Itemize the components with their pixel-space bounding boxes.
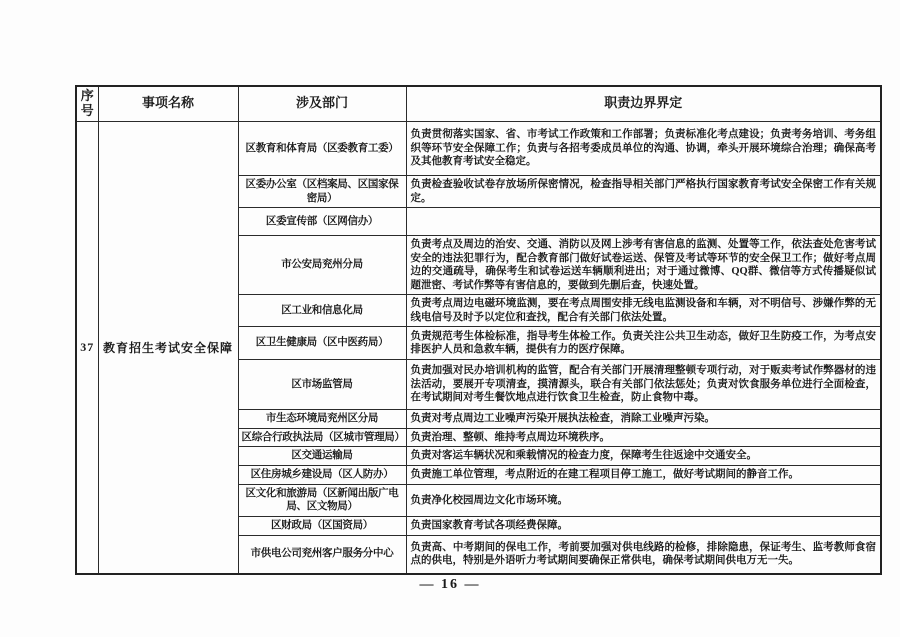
responsibility-cell: 负责考点周边电磁环境监测，要在考点周围安排无线电监测设备和车辆，对不明信号、涉嫌作弊的无线电信号及时予以定位和查找，配合有关部门依法处置。 <box>406 295 881 327</box>
responsibility-cell: 负责对客运车辆状况和乘载情况的检查力度，保障考生往返途中交通安全。 <box>406 447 881 466</box>
department-cell: 区交通运输局 <box>238 447 406 466</box>
responsibility-cell: 负责治理、整顿、维持考点周边环境秩序。 <box>406 428 881 447</box>
department-cell: 市公安局兖州分局 <box>238 236 406 295</box>
responsibility-cell: 负责考点及周边的治安、交通、消防以及网上涉考有害信息的监测、处置等工作，依法查处危害考试安全的违法犯罪行为，配合教育部门做好试卷运送、保管及考试等环节的安全保卫工作；做好考点周边的交通疏导，确保考生和试卷运送车辆顺利进出；对于通过微博、QQ群、微信等方式传播疑似试题泄密、考试作弊等有害信息的，要做到先删后查，快速处置。 <box>406 236 881 295</box>
responsibility-cell <box>406 208 881 236</box>
column-header-serial: 序号 <box>76 86 98 121</box>
department-cell: 区教育和体育局（区委教育工委） <box>238 121 406 175</box>
responsibility-cell: 负责检查验收试卷存放场所保密情况，检查指导相关部门严格执行国家教育考试安全保密工作有关规定。 <box>406 175 881 207</box>
item-name: 教育招生考试安全保障 <box>98 121 238 574</box>
department-cell: 区住房城乡建设局（区人防办） <box>238 465 406 484</box>
responsibility-boundary-table <box>75 85 882 575</box>
responsibility-cell: 负责净化校园周边文化市场环境。 <box>406 484 881 516</box>
department-cell: 区文化和旅游局（区新闻出版广电局、区文物局） <box>238 484 406 516</box>
table-row <box>76 121 881 175</box>
serial-number: 37 <box>76 121 98 574</box>
column-header-departments: 涉及部门 <box>238 86 406 121</box>
department-cell: 区综合行政执法局（区城市管理局） <box>238 428 406 447</box>
department-cell: 区工业和信息化局 <box>238 295 406 327</box>
column-header-item-name: 事项名称 <box>98 86 238 121</box>
page-number: — 16 — <box>419 577 481 592</box>
responsibility-cell: 负责高、中考期间的保电工作，考前要加强对供电线路的检修，排除隐患，保证考生、监考教师食宿点的供电，特别是外语听力考试期间要确保正常供电，确保考试期间供电万无一失。 <box>406 535 881 574</box>
responsibility-cell: 负责国家教育考试各项经费保障。 <box>406 516 881 535</box>
table-header-row <box>76 86 881 121</box>
department-cell: 市生态环境局兖州区分局 <box>238 410 406 429</box>
responsibility-cell: 负责对考点周边工业噪声污染开展执法检查，消除工业噪声污染。 <box>406 410 881 429</box>
column-header-responsibility: 职责边界界定 <box>406 86 881 121</box>
responsibility-cell: 负责施工单位管理，考点附近的在建工程项目停工施工，做好考试期间的静音工作。 <box>406 465 881 484</box>
responsibility-cell: 负责贯彻落实国家、省、市考试工作政策和工作部署；负责标准化考点建设；负责考务培训、考务组织等环节安全保障工作；负责与各招考委成员单位的沟通、协调，牵头开展环境综合治理；确保高考及其他教育考试安全稳定。 <box>406 121 881 175</box>
department-cell: 区委宣传部（区网信办） <box>238 208 406 236</box>
department-cell: 区委办公室（区档案局、区国家保密局） <box>238 175 406 207</box>
department-cell: 区市场监管局 <box>238 360 406 410</box>
department-cell: 区卫生健康局（区中医药局） <box>238 327 406 360</box>
responsibility-cell: 负责加强对民办培训机构的监管，配合有关部门开展清理整顿专项行动，对于贩卖考试作弊器材的违法活动，要展开专项清查，摸清源头，联合有关部门依法惩处；负责对饮食服务单位进行全面检查，在考试期间对考生餐饮地点进行饮食卫生检查，防止食物中毒。 <box>406 360 881 410</box>
responsibility-cell: 负责规范考生体检标准，指导考生体检工作。负责关注公共卫生动态，做好卫生防疫工作，为考点安排医护人员和急救车辆，提供有力的医疗保障。 <box>406 327 881 360</box>
department-cell: 区财政局（区国资局） <box>238 516 406 535</box>
department-cell: 市供电公司兖州客户服务分中心 <box>238 535 406 574</box>
